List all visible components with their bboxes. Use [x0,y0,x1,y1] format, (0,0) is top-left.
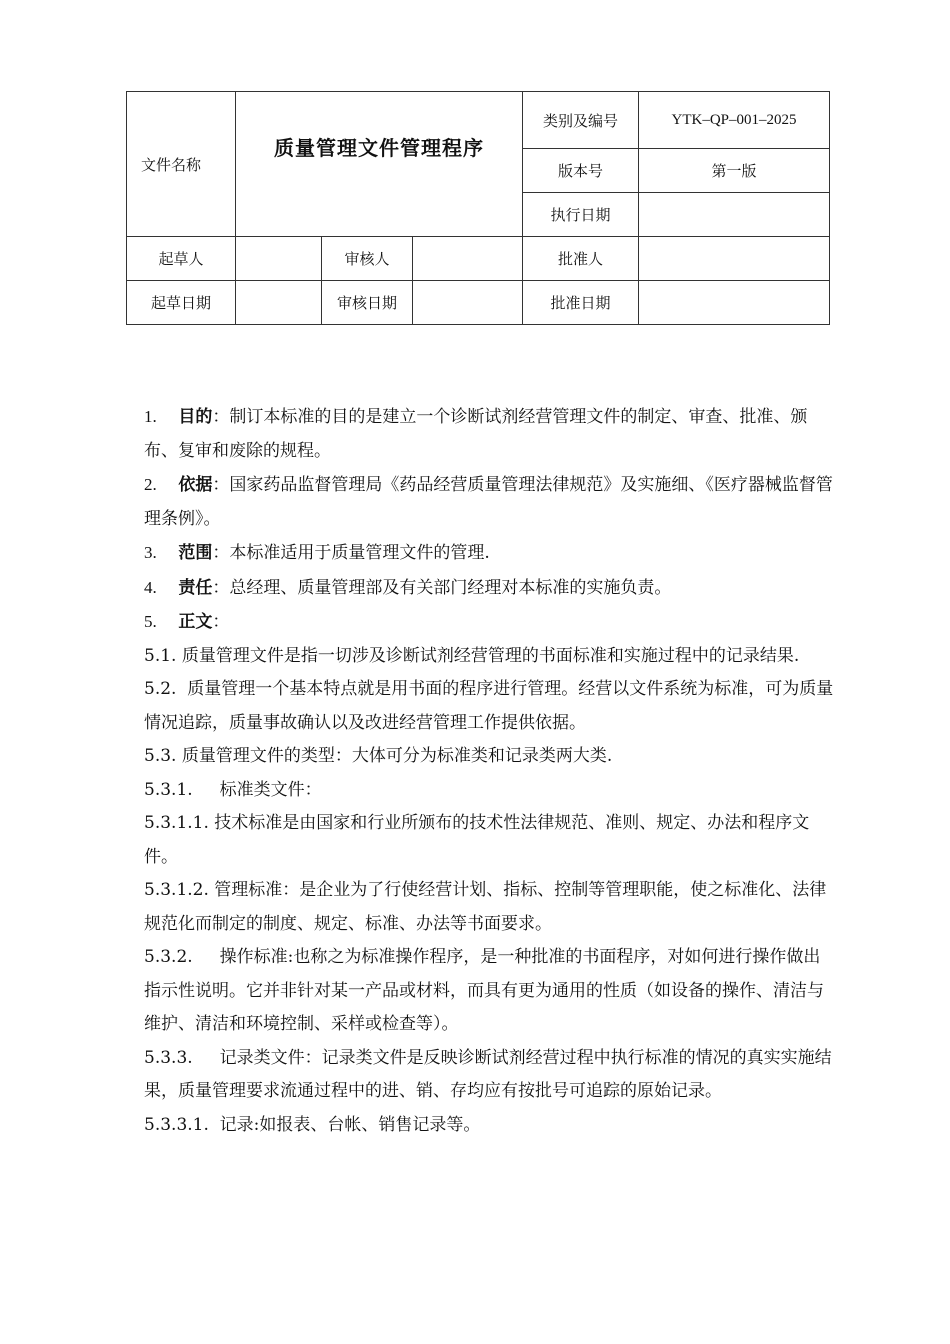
section-number: 5. [144,612,157,631]
paragraph-5-3-1-1: 5.3.1.1. 技术标准是由国家和行业所颁布的技术性法律规范、准则、规定、办法和程序文件。 [144,813,810,867]
category-label: 类别及编号 [523,92,639,149]
draft-date-value [236,281,322,325]
section-heading: 正文 [178,612,213,632]
section-text: ： [212,612,230,632]
section-basis [144,468,834,536]
paragraph-5-3-2: 5.3.2. 操作标准:也称之为标准操作程序，是一种批准的书面程序，对如何进行操作做出指示性说明。它并非针对某一产品或材料，而具有更为通用的性质（如设备的操作、清洁与维护、清洁和环境控制、采样或检查等）。 [144,947,824,1034]
section-number: 4. [144,577,157,597]
paragraph-5-2: 5.2. 质量管理一个基本特点就是用书面的程序进行管理。经营以文件系统为标准，可为质量情况追踪，质量事故确认以及改进经营管理工作提供依据。 [144,679,834,733]
review-date-value [413,281,523,325]
paragraph-5-3-1: 5.3.1. 标准类文件： [144,779,322,800]
paragraph-5-1: 5.1. 质量管理文件是指一切涉及诊断试剂经营管理的书面标准和实施过程中的记录结果. [144,645,800,666]
paragraph-5-3-1-2: 5.3.1.2. 管理标准：是企业为了行使经营计划、指标、控制等管理职能，使之标准化、法律规范化而制定的制度、规定、标准、办法等书面要求。 [144,880,827,934]
draft-date-label: 起草日期 [127,281,236,325]
section-responsibility [144,571,834,606]
version-value: 第一版 [639,149,830,193]
section-text: ：总经理、质量管理部及有关部门经理对本标准的实施负责。 [212,577,672,598]
section-text: ：制订本标准的目的是建立一个诊断试剂经营管理文件的制定、审查、批准、颁布、复审和废除的规程。 [144,407,808,461]
document-header-table [126,91,830,325]
section-heading: 范围 [178,543,213,563]
paragraph-5-3-3: 5.3.3. 记录类文件：记录类文件是反映诊断试剂经营过程中执行标准的情况的真实实施结果，质量管理要求流通过程中的进、销、存均应有按批号可追踪的原始记录。 [144,1047,832,1101]
section-scope [144,536,834,571]
exec-date-label: 执行日期 [523,193,639,237]
section-purpose [144,400,834,468]
version-label: 版本号 [523,149,639,193]
reviewer-label: 审核人 [322,237,413,281]
approver-label: 批准人 [523,237,639,281]
approve-date-label: 批准日期 [523,281,639,325]
section-heading: 目的 [178,407,213,427]
section-text: ：本标准适用于质量管理文件的管理. [212,543,490,563]
section-text: ：国家药品监督管理局《药品经营质量管理法律规范》及实施细、《医疗器械监督管理条例》。 [144,475,833,529]
paragraph-5-3: 5.3. 质量管理文件的类型：大体可分为标准类和记录类两大类. [144,746,613,766]
reviewer-value [413,237,523,281]
section-heading: 依据 [178,475,213,495]
section-number: 3. [144,543,157,562]
file-name-label: 文件名称 [127,92,236,237]
drafter-label: 起草人 [127,237,236,281]
approve-date-value [639,281,830,325]
section-heading: 责任 [178,577,213,598]
category-value: YTK–QP–001–2025 [639,92,830,149]
drafter-value [236,237,322,281]
section-number: 1. [144,407,157,426]
document-title: 质量管理文件管理程序 [236,92,523,237]
review-date-label: 审核日期 [322,281,413,325]
paragraph-5-3-3-1: 5.3.3.1. 记录:如报表、台帐、销售记录等。 [144,1114,481,1135]
section-number: 2. [144,475,157,494]
exec-date-value [639,193,830,237]
section-main-text [144,605,834,640]
approver-value [639,237,830,281]
document-body [144,400,834,1142]
